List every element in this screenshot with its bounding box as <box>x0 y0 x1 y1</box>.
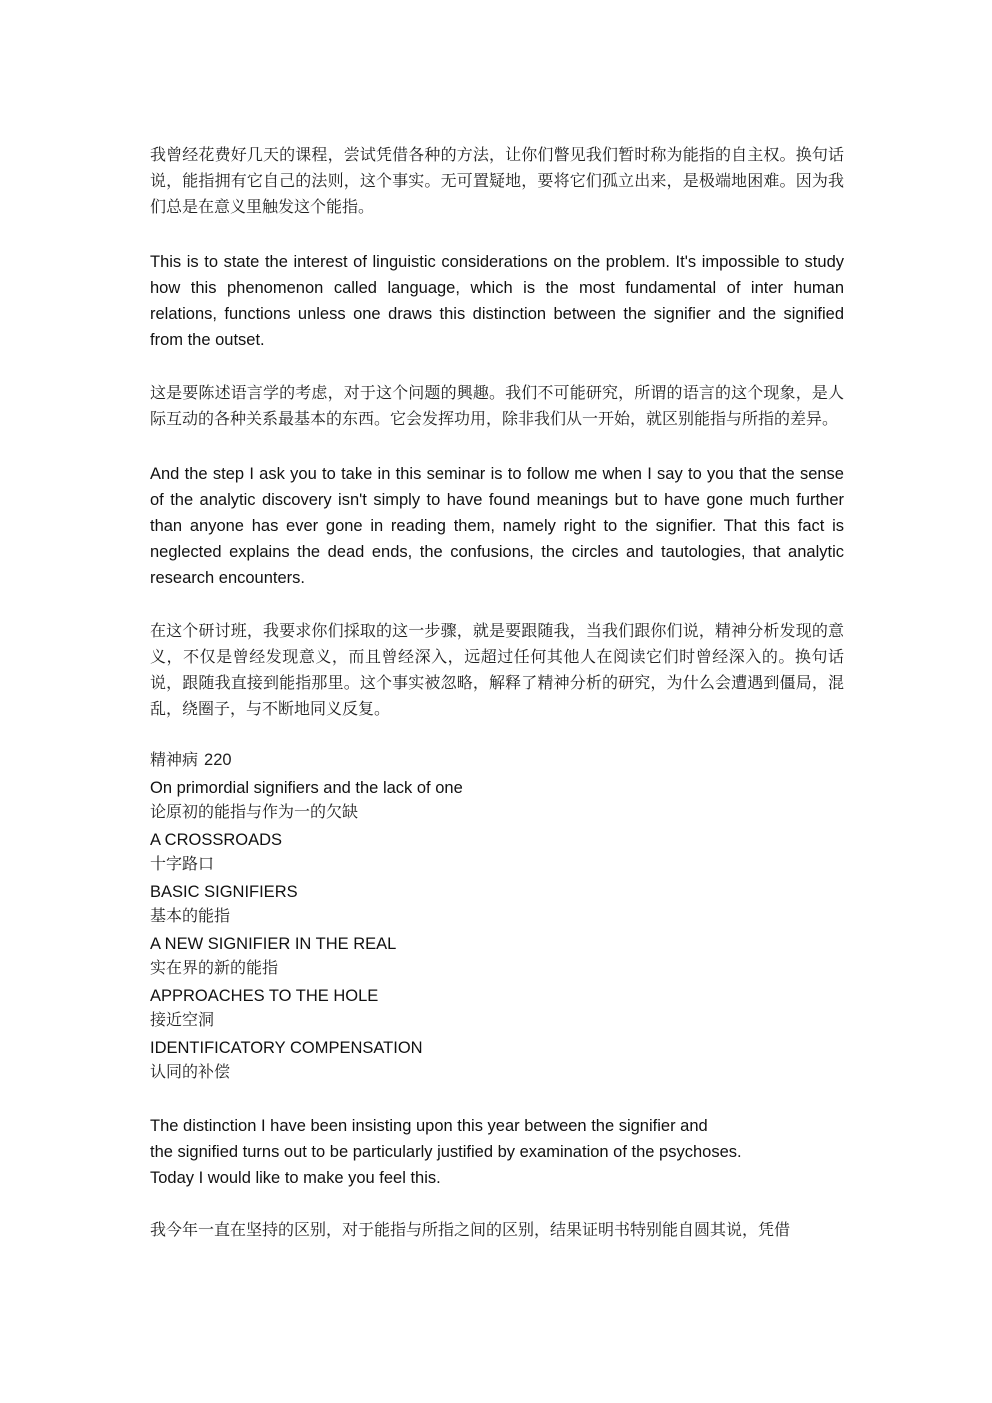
paragraph-zh-2: 这是要陈述语言学的考虑，对于这个问题的興趣。我们不可能研究，所谓的语言的这个现象，是人际互动的各种关系最基本的东西。它会发挥功用，除非我们从一开始，就区别能指与所指的差异。 <box>150 383 844 428</box>
toc-item-zh: 认同的补偿 <box>150 1062 231 1081</box>
chapter-heading-en: On primordial signifiers and the lack of one <box>150 779 463 797</box>
toc-item-zh: 基本的能指 <box>150 906 231 925</box>
chapter-heading-zh: 论原初的能指与作为一的欠缺 <box>150 802 359 821</box>
closing-paragraph-en <box>150 1113 844 1191</box>
closing-line: The distinction I have been insisting upon this year between the signifier and <box>150 1117 708 1135</box>
paragraph-zh-1: 我曾经花费好几天的课程，尝试凭借各种的方法，让你们瞥见我们暂时称为能指的自主权。换句话说，能指拥有它自己的法则，这个事实。无可置疑地，要将它们孤立出来，是极端地困难。因为我们总是在意义里触发这个能指。 <box>150 145 844 216</box>
toc-item <box>150 880 844 927</box>
toc-item-zh: 接近空洞 <box>150 1010 215 1029</box>
toc-item-en: BASIC SIGNIFIERS <box>150 883 298 901</box>
chapter-header <box>150 748 844 772</box>
toc-item-en: APPROACHES TO THE HOLE <box>150 987 379 1005</box>
toc-item <box>150 932 844 979</box>
toc-item-en: IDENTIFICATORY COMPENSATION <box>150 1039 423 1057</box>
closing-line: the signified turns out to be particularly justified by examination of the psychoses. <box>150 1143 742 1161</box>
chapter-contents <box>150 748 844 1083</box>
toc-item-en: A NEW SIGNIFIER IN THE REAL <box>150 935 397 953</box>
closing-paragraph-zh: 我今年一直在坚持的区别，对于能指与所指之间的区别，结果证明书特别能自圆其说，凭借 <box>150 1220 791 1239</box>
chapter-page-number: 220 <box>204 751 232 769</box>
paragraph-zh-3: 在这个研讨班，我要求你们採取的这一步骤，就是要跟随我，当我们跟你们说，精神分析发现的意义，不仅是曾经发现意义，而且曾经深入，远超过任何其他人在阅读它们时曾经深入的。换句话说，跟随我直接到能指那里。这个事实被忽略，解释了精神分析的研究，为什么会遭遇到僵局，混乱，绕圈子，与不断地同义反复。 <box>150 621 844 718</box>
closing-line: Today I would like to make you feel this. <box>150 1169 441 1187</box>
toc-item-en: A CROSSROADS <box>150 831 283 849</box>
document-page <box>150 142 844 1243</box>
toc-item <box>150 828 844 875</box>
toc-item-zh: 实在界的新的能指 <box>150 958 279 977</box>
toc-item <box>150 1036 844 1083</box>
toc-item <box>150 984 844 1031</box>
paragraph-en-1: This is to state the interest of linguistic considerations on the problem. It's impossible to study how this phenomenon called language, which is the most fundamental of inter human relations, functions unless one draws this distinction between the signifier and the signified from the outset. <box>150 253 844 349</box>
paragraph-en-2: And the step I ask you to take in this seminar is to follow me when I say to you that the sense of the analytic discovery isn't simply to have found meanings but to have gone much further than anyone has ever gone in reading them, namely right to the signifier. That this fact is neglected explains the dead ends, the confusions, the circles and tautologies, that analytic research encounters. <box>150 465 844 587</box>
chapter-book-title: 精神病 <box>150 750 199 769</box>
toc-item-zh: 十字路口 <box>150 854 215 873</box>
